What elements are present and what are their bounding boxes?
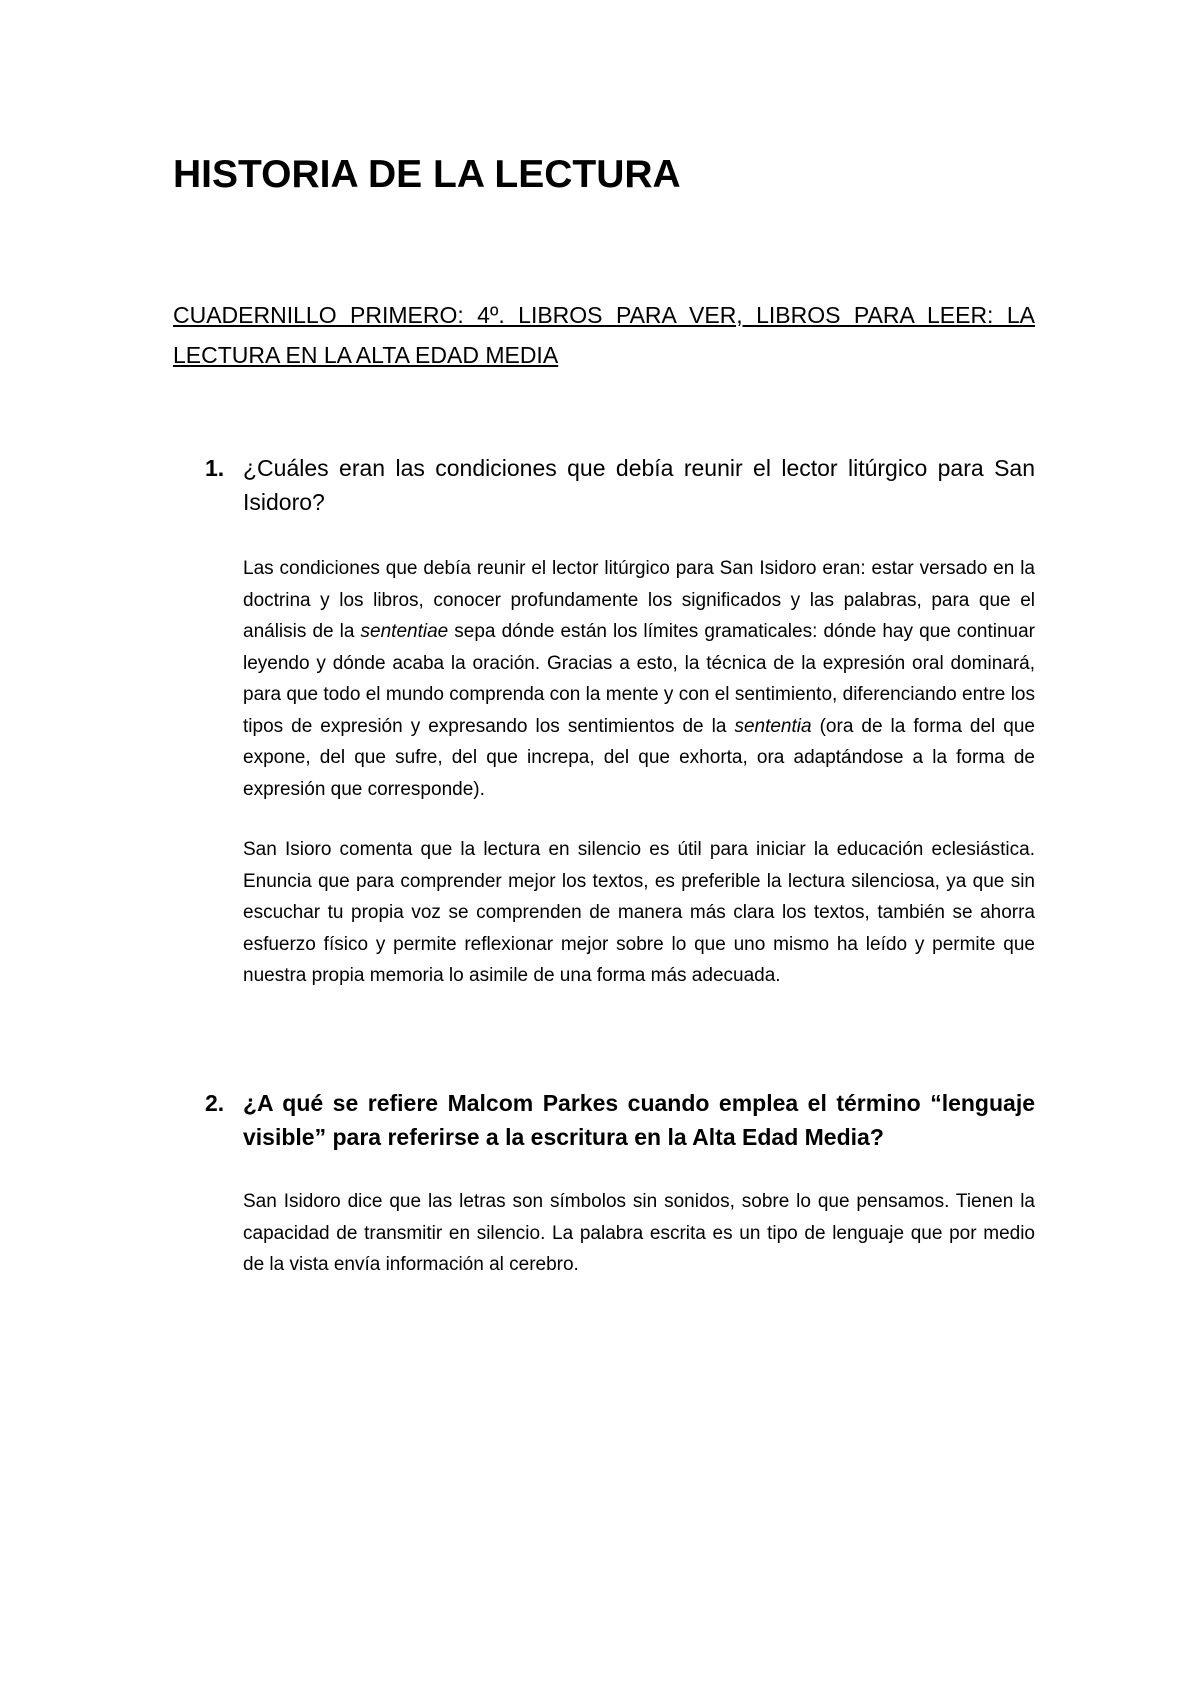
- document-subtitle: CUADERNILLO PRIMERO: 4º. LIBROS PARA VER, LIBROS PARA LEER: LA LECTURA EN LA ALTA EDAD MEDIA: [173, 302, 1035, 368]
- question-1-answer-paragraph-2: San Isioro comenta que la lectura en silencio es útil para iniciar la educación eclesiástica. Enuncia que para comprender mejor los textos, es preferible la lectura silenciosa, ya que sin escuchar tu propia voz se comprenden de manera más clara los textos, también se ahorra esfuerzo físico y permite reflexionar mejor sobre lo que uno mismo ha leído y permite que nuestra propia memoria lo asimile de una forma más adecuada.: [243, 839, 1035, 986]
- question-1-text: ¿Cuáles eran las condiciones que debía reunir el lector litúrgico para San Isidoro?: [243, 455, 1035, 515]
- question-1-number: 1.: [205, 455, 225, 481]
- answer-italic-term: sententia: [734, 715, 812, 737]
- answer-text: (ora de la forma del que expone, del que sufre, del que increpa, del que exhorta, ora adaptándose a la forma de expresión que corresponde).: [243, 715, 1035, 800]
- answer-italic-term: sententiae: [360, 621, 449, 642]
- answer-text: sepa dónde están los límites gramaticales: dónde hay que continuar leyendo y dónde acaba la oración. Gracias a esto, la técnica de la expresión oral dominará, para que todo el mundo comprenda con la mente y con el sentimiento, diferenciando entre los tipos de expresión y expresando los sentimientos de la: [243, 621, 1036, 737]
- document-title: HISTORIA DE LA LECTURA: [173, 153, 681, 196]
- question-1-answer-paragraph-1: [243, 553, 1035, 805]
- question-2-answer-paragraph-1: San Isidoro dice que las letras son símbolos sin sonidos, sobre lo que pensamos. Tienen la capacidad de transmitir en silencio. La palabra escrita es un tipo de lenguaje que por medio de la vista envía información al cerebro.: [243, 1191, 1035, 1275]
- question-2-number: 2.: [205, 1090, 225, 1116]
- answer-text: Las condiciones que debía reunir el lector litúrgico para San Isidoro eran: estar versado en la doctrina y los libros, conocer profundamente los significados y las palabras, para que el análisis de la: [243, 558, 1035, 642]
- question-2-text: ¿A qué se refiere Malcom Parkes cuando emplea el término “lenguaje visible” para referirse a la escritura en la Alta Edad Media?: [243, 1090, 1035, 1150]
